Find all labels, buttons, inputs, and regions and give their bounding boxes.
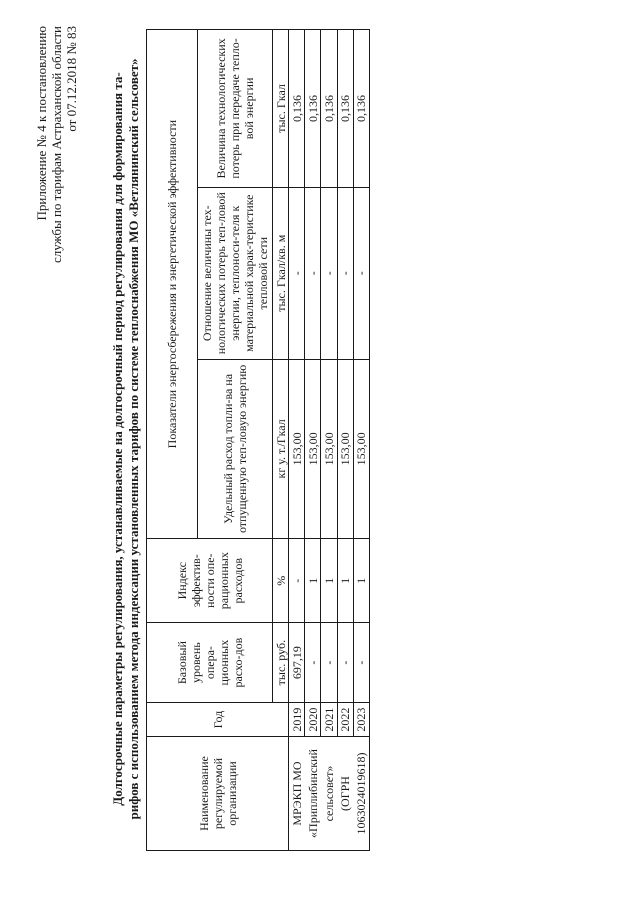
cell-ratio: -	[305, 187, 321, 359]
table-row	[353, 30, 369, 851]
cell-fuel: 153,00	[305, 359, 321, 539]
unit-index: %	[273, 539, 289, 623]
cell-year: 2023	[353, 703, 369, 737]
header-org: Наименование регулируемой организации	[147, 737, 289, 851]
org-line: МРЭКП МО	[290, 761, 304, 826]
org-line: (ОГРН	[338, 776, 352, 812]
header-row-top	[147, 30, 198, 851]
org-line: 1063024019618)	[354, 752, 368, 835]
cell-fuel: 153,00	[353, 359, 369, 539]
header-tech-losses: Величина технологических потерь при передаче тепло-вой энергии	[198, 30, 273, 188]
cell-losses: 0,136	[321, 30, 337, 188]
cell-fuel: 153,00	[321, 359, 337, 539]
unit-ratio: тыс. Гкал/кв. м	[273, 187, 289, 359]
header-loss-ratio: Отношение величины тех-нологических потерь теп-ловой энергии, теплоноси-теля к материальной харак-теристике тепловой сети	[198, 187, 273, 359]
cell-ratio: -	[289, 187, 305, 359]
cell-year: 2019	[289, 703, 305, 737]
appendix-line: службы по тарифам Астраханской области	[49, 26, 64, 264]
table-row	[305, 30, 321, 851]
cell-ratio: -	[353, 187, 369, 359]
cell-losses: 0,136	[353, 30, 369, 188]
cell-index: 1	[321, 539, 337, 623]
cell-fuel: 153,00	[289, 359, 305, 539]
cell-base: -	[353, 623, 369, 703]
header-base-level: Базовый уровень опера-ционных расхо-дов	[147, 623, 273, 703]
title-line: рифов с использованием метода индексации установленных тарифов по системе теплоснабжения МО «Ветлянинский сельсовет»	[126, 58, 141, 820]
cell-losses: 0,136	[289, 30, 305, 188]
cell-index: -	[289, 539, 305, 623]
table-row	[321, 30, 337, 851]
appendix-date-line: от 07.12.2018 № 83	[64, 26, 79, 132]
cell-index: 1	[353, 539, 369, 623]
cell-base: -	[305, 623, 321, 703]
cell-index: 1	[305, 539, 321, 623]
cell-ratio: -	[337, 187, 353, 359]
cell-year: 2022	[337, 703, 353, 737]
organization-name	[289, 737, 370, 851]
cell-base: 697,19	[289, 623, 305, 703]
cell-fuel: 153,00	[337, 359, 353, 539]
document-title	[110, 33, 142, 845]
cell-losses: 0,136	[305, 30, 321, 188]
unit-losses: тыс. Гкал	[273, 30, 289, 188]
table-row	[337, 30, 353, 851]
cell-base: -	[321, 623, 337, 703]
table-row	[289, 30, 305, 851]
appendix-line: Приложение № 4 к постановлению	[34, 26, 49, 221]
header-energy-indicators: Показатели энергосбережения и энергетической эффективности	[147, 30, 198, 539]
cell-index: 1	[337, 539, 353, 623]
org-line: «Приплибинский	[306, 749, 320, 838]
header-fuel-consumption: Удельный расход топли-ва на отпущенную теп-ловую энергию	[198, 359, 273, 539]
header-year: Год	[147, 703, 289, 737]
cell-base: -	[337, 623, 353, 703]
appendix-note	[34, 26, 79, 446]
header-efficiency-index: Индекс эффектив-ности опе-рационных расходов	[147, 539, 273, 623]
parameters-table	[146, 29, 370, 851]
cell-ratio: -	[321, 187, 337, 359]
title-line: Долгосрочные параметры регулирования, устанавливаемые на долгосрочный период регулирования для формирования та-	[110, 72, 125, 806]
org-line: сельсовет»	[322, 765, 336, 822]
unit-base: тыс. руб.	[273, 623, 289, 703]
cell-losses: 0,136	[337, 30, 353, 188]
unit-fuel: кг у. т./Гкал	[273, 359, 289, 539]
cell-year: 2021	[321, 703, 337, 737]
cell-year: 2020	[305, 703, 321, 737]
